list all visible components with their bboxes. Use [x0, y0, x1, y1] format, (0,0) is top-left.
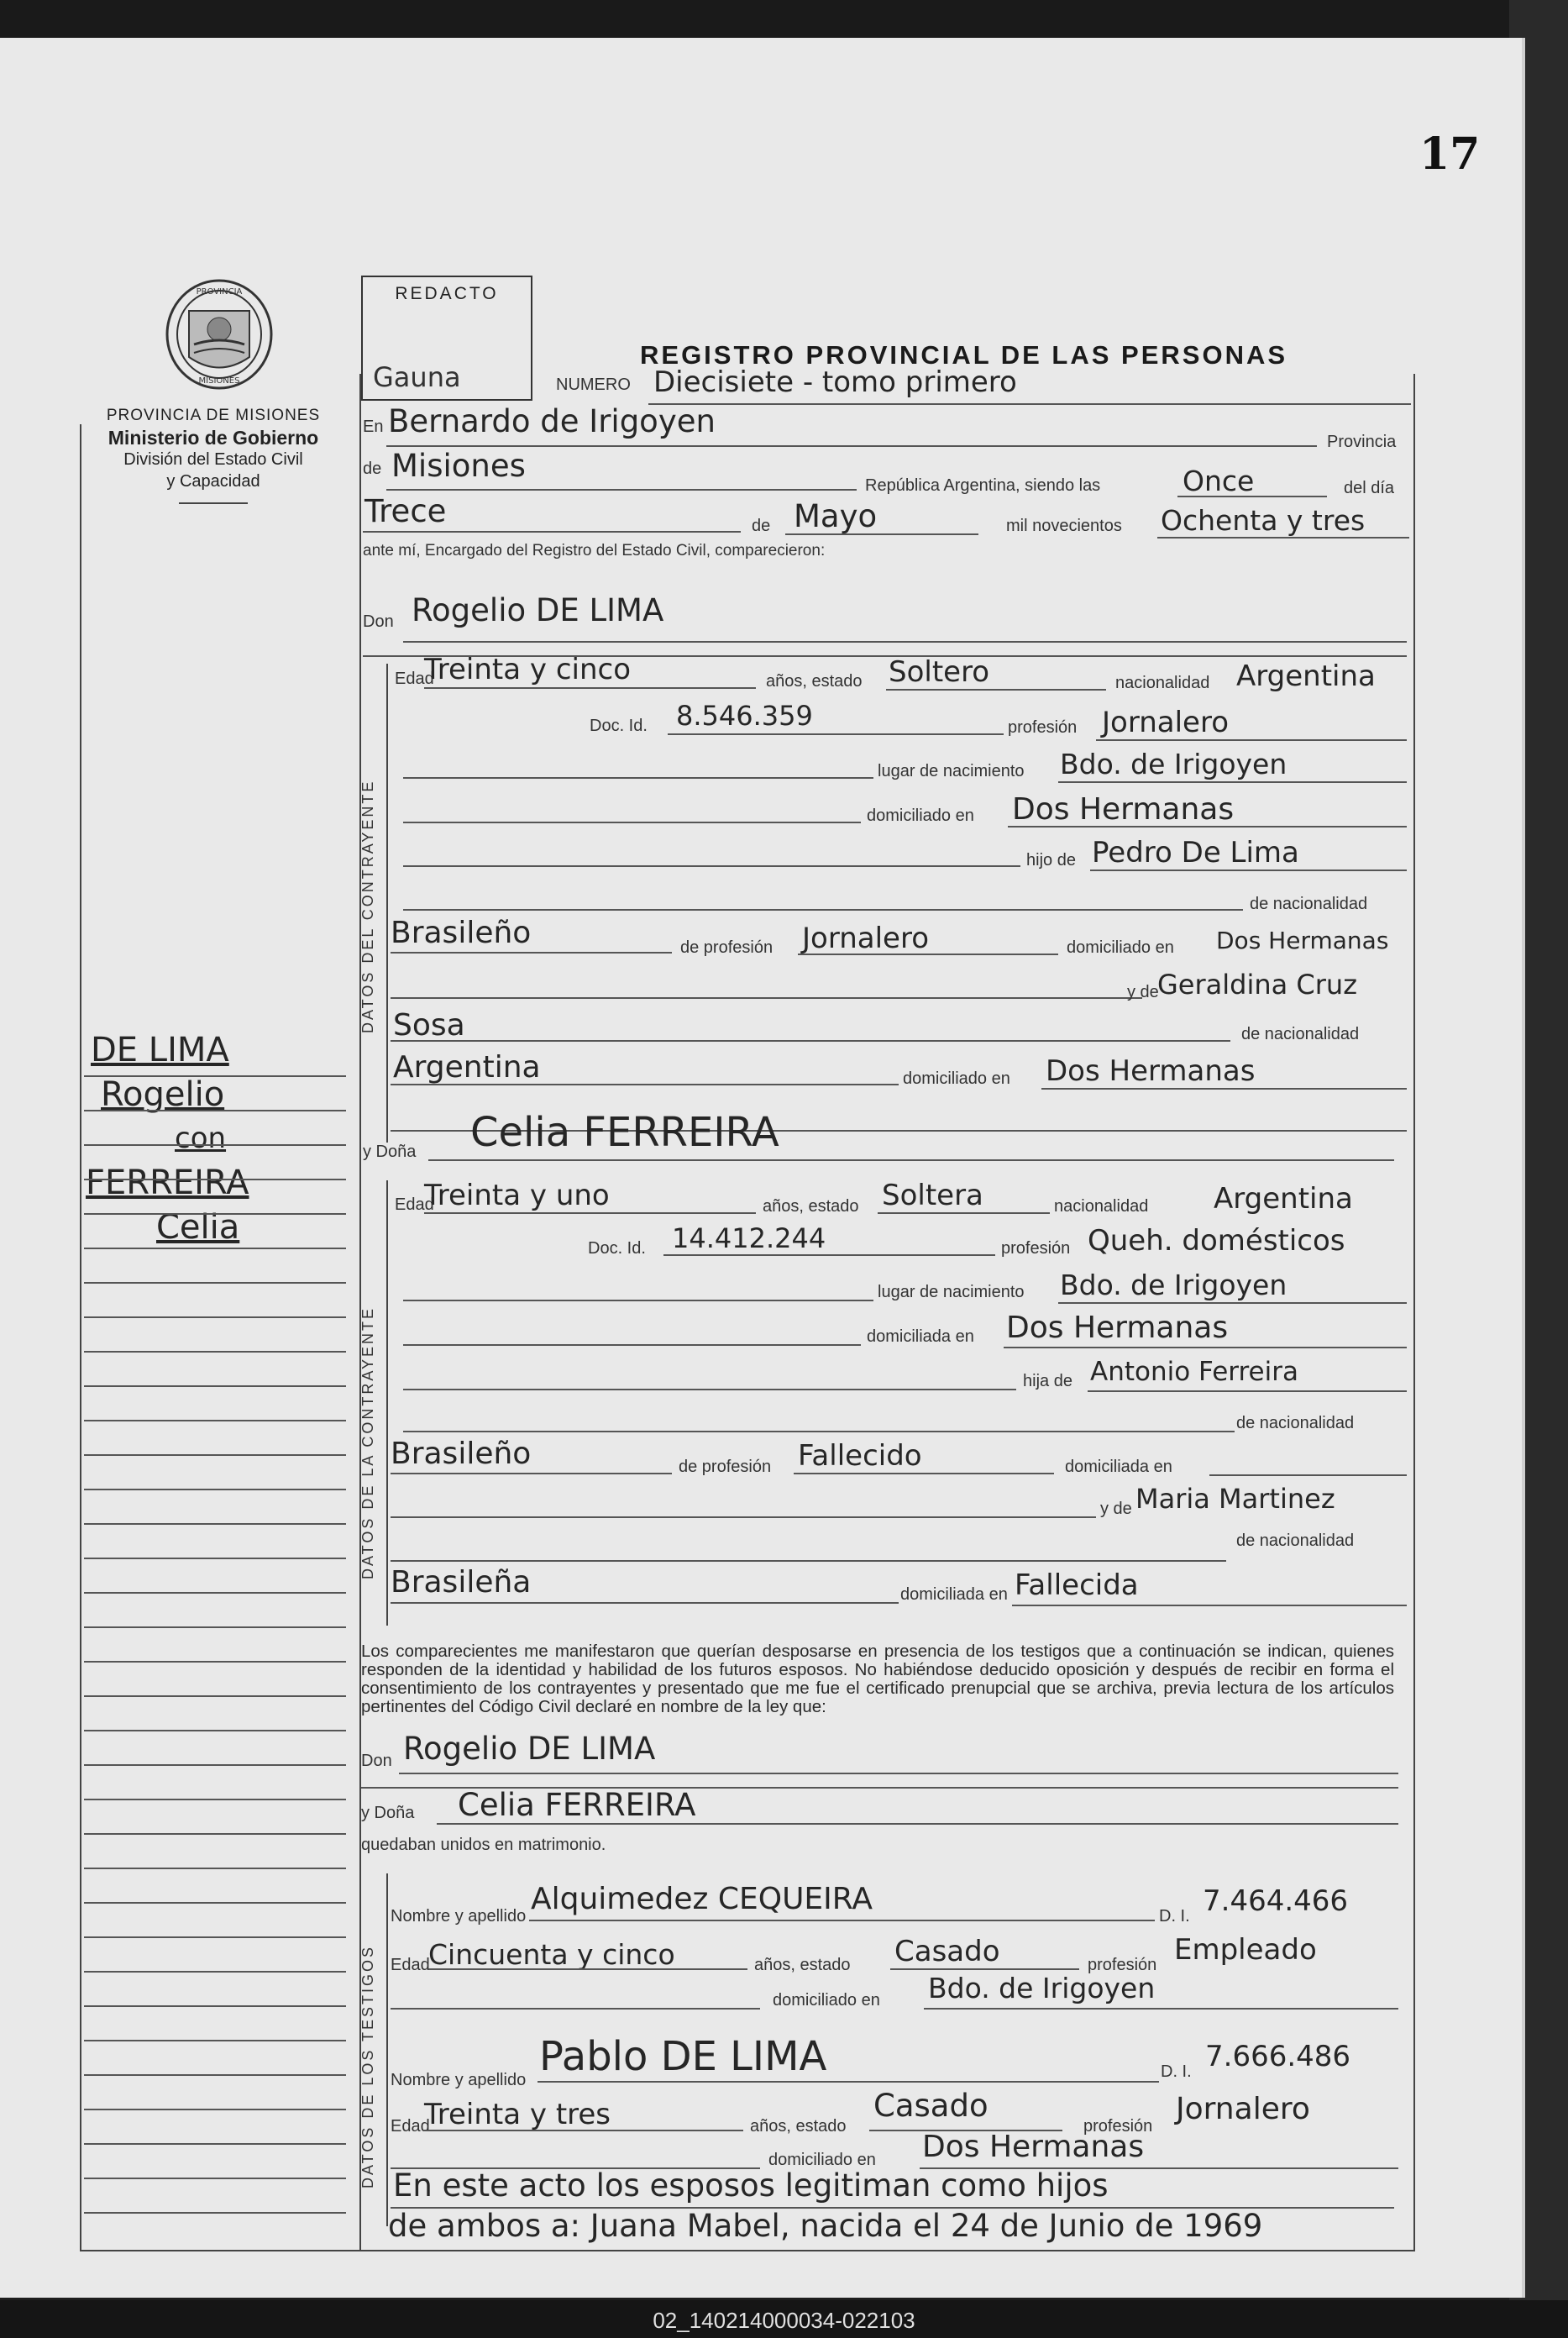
del-dia-label: del día	[1344, 479, 1395, 497]
bride-mother-dom-label: domiciliada en	[900, 1585, 1008, 1604]
bride-father-nat-line	[391, 1473, 672, 1474]
division-line-2: y Capacidad	[166, 472, 260, 491]
w1-estado-line	[890, 1968, 1079, 1970]
bride-mother-nationality: Brasileña	[391, 1565, 532, 1600]
hour-line	[1177, 496, 1327, 497]
groom-hijo-label: hijo de	[1026, 851, 1076, 870]
groom-name: Rogelio DE LIMA	[412, 592, 664, 628]
provincial-seal-icon	[164, 277, 275, 391]
w2-di-label: D. I.	[1161, 2062, 1192, 2081]
groom-doc-label: Doc. Id.	[590, 717, 648, 735]
margin-note-con: con	[175, 1122, 227, 1155]
closing-line-1: En este acto los esposos legitiman como hijos	[393, 2167, 1109, 2204]
w1-domicile-line	[924, 2008, 1398, 2010]
groom-mother-dom-label: domiciliado en	[903, 1069, 1010, 1088]
scan-filename: 02_140214000034-022103	[653, 2308, 915, 2333]
document-title: REGISTRO PROVINCIAL DE LAS PERSONAS	[640, 340, 1288, 370]
groom-bracket	[386, 664, 388, 1143]
w1-anos-label: años, estado	[754, 1956, 851, 1974]
margin-rule	[84, 1179, 346, 1180]
groom-father-profession: Jornalero	[802, 922, 929, 955]
groom-lugar-label: lugar de nacimiento	[878, 762, 1025, 780]
bride-father-profession: Fallecido	[798, 1439, 922, 1473]
numero-label: NUMERO	[556, 376, 631, 394]
w1-name: Alquimedez CEQUEIRA	[531, 1882, 873, 1916]
groom-mother-nat-line	[391, 1084, 899, 1085]
margin-note-surname-2: FERREIRA	[86, 1164, 249, 1202]
margin-rule	[84, 1420, 346, 1421]
de-label: de	[363, 460, 382, 478]
bride-domicile: Dos Hermanas	[1006, 1311, 1229, 1345]
groom-father: Pedro De Lima	[1092, 836, 1299, 870]
w2-age-line	[424, 2130, 743, 2131]
margin-rule	[84, 1902, 346, 1904]
bride-title-label: y Doña	[363, 1143, 417, 1161]
margin-rule	[84, 2212, 346, 2214]
margin-rule	[84, 1248, 346, 1249]
w2-edad-label: Edad	[391, 2117, 430, 2136]
groom-domicile: Dos Hermanas	[1012, 792, 1235, 827]
groom-age-line	[424, 687, 756, 689]
margin-note-firstname: Rogelio	[101, 1075, 225, 1114]
margin-rule	[84, 1971, 346, 1973]
document-page	[0, 38, 1525, 2298]
margin-rule	[84, 2178, 346, 2179]
bride-father-line	[1088, 1390, 1407, 1392]
bride-mother-domicile: Fallecida	[1015, 1568, 1139, 1602]
witness-section-label: DATOS DE LOS TESTIGOS	[359, 1944, 376, 2188]
margin-rule	[84, 1110, 346, 1111]
groom-de-prof-label: de profesión	[680, 938, 774, 957]
redacto-value: Gauna	[373, 361, 461, 393]
bride-line-f	[391, 1560, 1226, 1562]
numero-line	[648, 403, 1411, 405]
margin-rule	[84, 2040, 346, 2041]
w2-name: Pablo DE LIMA	[539, 2033, 827, 2080]
margin-rule	[84, 1351, 346, 1353]
bride-lugar-label: lugar de nacimiento	[878, 1283, 1025, 1301]
margin-rule	[84, 1316, 346, 1318]
w2-domicile: Dos Hermanas	[922, 2130, 1145, 2164]
divider	[179, 502, 248, 504]
groom-doc: 8.546.359	[676, 700, 813, 732]
groom-father-nat-line	[391, 952, 672, 954]
margin-rule	[84, 1523, 346, 1525]
margin-rule	[84, 1144, 346, 1146]
margin-left-border	[80, 424, 81, 2251]
statement-don-name: Rogelio DE LIMA	[403, 1731, 656, 1767]
ante-label: ante mí, Encargado del Registro del Estado Civil, comparecieron:	[363, 542, 826, 560]
groom-line-f	[391, 1040, 1230, 1042]
statement-don-line	[399, 1773, 1398, 1774]
margin-rule	[84, 2143, 346, 2145]
groom-mother-nationality: Argentina	[393, 1050, 541, 1085]
groom-line-c	[403, 865, 1020, 867]
margin-note-surname: DE LIMA	[91, 1031, 229, 1069]
bride-profesion-label: profesión	[1001, 1239, 1071, 1258]
bride-nac-label: nacionalidad	[1054, 1197, 1149, 1216]
groom-father-prof-line	[798, 954, 1058, 955]
margin-note-firstname-2: Celia	[156, 1208, 240, 1247]
margin-rule	[84, 1868, 346, 1869]
bride-doc-label: Doc. Id.	[588, 1239, 646, 1258]
bride-domicile-line	[1004, 1347, 1407, 1348]
w2-profession: Jornalero	[1176, 2092, 1310, 2126]
w1-profession: Empleado	[1174, 1933, 1317, 1967]
w2-age: Treinta y tres	[424, 2098, 611, 2131]
bride-line-b	[403, 1344, 861, 1346]
margin-rule	[84, 1695, 346, 1697]
groom-y-de-label: y de	[1127, 983, 1159, 1001]
bride-mother-dom-line	[1012, 1605, 1407, 1606]
bottom-border	[80, 2250, 1415, 2251]
bride-de-prof-label: de profesión	[679, 1458, 772, 1476]
groom-nac-label: nacionalidad	[1115, 674, 1210, 692]
margin-rule	[84, 1075, 346, 1077]
w1-nombre-label: Nombre y apellido	[391, 1907, 527, 1926]
groom-profesion-label: profesión	[1008, 718, 1078, 737]
seal-bottom-text: MISIONES	[198, 376, 240, 386]
margin-rule	[84, 1385, 346, 1387]
groom-father-line	[1090, 870, 1407, 871]
main-right-border	[1413, 374, 1415, 2251]
groom-name-line	[403, 641, 1407, 643]
margin-rule	[84, 2005, 346, 2007]
groom-domicile-line	[1008, 826, 1407, 827]
w1-domicile: Bdo. de Irigoyen	[928, 1972, 1156, 2004]
margin-rule	[84, 1661, 346, 1663]
bride-estado-line	[878, 1212, 1050, 1214]
bride-father: Antonio Ferreira	[1090, 1357, 1298, 1387]
bride-birthplace-line	[1058, 1302, 1407, 1304]
groom-doc-line	[668, 733, 1004, 735]
w2-dom-label: domiciliado en	[768, 2151, 876, 2169]
bride-age: Treinta y uno	[424, 1179, 610, 1212]
statement-quedaban: quedaban unidos en matrimonio.	[361, 1836, 606, 1854]
bride-age-line	[424, 1212, 756, 1214]
closing-line-2: de ambos a: Juana Mabel, nacida el 24 de Junio de 1969	[388, 2208, 1263, 2244]
w1-age: Cincuenta y cinco	[428, 1938, 675, 1971]
w2-profesion-label: profesión	[1083, 2117, 1153, 2136]
de-mes-label: de	[752, 517, 771, 535]
bride-name-line	[428, 1159, 1394, 1161]
groom-birthplace: Bdo. de Irigoyen	[1060, 748, 1287, 780]
mil-label: mil novecientos	[1006, 517, 1122, 535]
statement-dona-line	[437, 1823, 1398, 1825]
groom-line-d	[403, 909, 1243, 911]
day-value: Trece	[364, 493, 447, 529]
redacto-label: REDACTO	[395, 284, 499, 303]
groom-profession: Jornalero	[1102, 706, 1229, 739]
margin-rule	[84, 1730, 346, 1731]
w2-name-line	[538, 2081, 1159, 2083]
ministry-name: Ministerio de Gobierno	[108, 427, 319, 449]
groom-father-nationality: Brasileño	[391, 916, 532, 950]
margin-rule	[84, 1454, 346, 1456]
bride-doc: 14.412.244	[672, 1222, 826, 1254]
groom-birthplace-line	[1058, 781, 1407, 783]
w1-line-a	[391, 2008, 760, 2010]
margin-rule	[84, 1558, 346, 1559]
bride-father-prof-line	[794, 1473, 1054, 1474]
w2-estado: Casado	[873, 2088, 989, 2124]
groom-line-a	[403, 777, 873, 779]
w1-estado: Casado	[894, 1935, 1000, 1968]
bride-mother-nat-line	[391, 1602, 899, 1604]
year-line	[1157, 537, 1409, 539]
province-line	[386, 489, 857, 491]
bride-line-a	[403, 1300, 873, 1301]
w1-name-line	[529, 1920, 1155, 1921]
day-line	[363, 531, 741, 533]
groom-mother-domicile: Dos Hermanas	[1046, 1054, 1256, 1088]
margin-rule	[84, 1489, 346, 1490]
groom-de-nac-label: de nacionalidad	[1250, 895, 1368, 913]
division-line-1: División del Estado Civil	[123, 450, 303, 469]
bride-line-d	[403, 1431, 1235, 1432]
bride-section-label: DATOS DE LA CONTRAYENTE	[359, 1306, 376, 1579]
margin-rule	[84, 1213, 346, 1215]
scan-top-edge	[0, 0, 1568, 38]
seal-top-text: PROVINCIA	[196, 287, 243, 297]
bride-line-e	[391, 1516, 1096, 1518]
groom-father-domicile: Dos Hermanas	[1216, 927, 1389, 954]
bride-nationality: Argentina	[1214, 1182, 1353, 1216]
province-name: PROVINCIA DE MISIONES	[106, 407, 321, 424]
margin-rule	[84, 1799, 346, 1800]
groom-edad-label: Edad	[395, 670, 434, 688]
groom-section-label: DATOS DEL CONTRAYENTE	[359, 779, 376, 1033]
w1-dom-label: domiciliado en	[773, 1991, 880, 2010]
bride-father-dom-line	[1209, 1474, 1407, 1476]
w1-age-line	[428, 1968, 747, 1970]
groom-title-label: Don	[363, 612, 394, 631]
year-value: Ochenta y tres	[1161, 504, 1366, 537]
groom-mother: Geraldina Cruz	[1157, 969, 1357, 1001]
groom-age: Treinta y cinco	[424, 653, 632, 686]
groom-mother-de-nac-label: de nacionalidad	[1241, 1025, 1360, 1043]
w1-di: 7.464.466	[1203, 1884, 1349, 1918]
place-value: Bernardo de Irigoyen	[388, 403, 716, 439]
statement-don-label: Don	[361, 1752, 392, 1770]
margin-rule	[84, 2109, 346, 2110]
issuing-authority	[80, 405, 347, 504]
groom-nationality: Argentina	[1236, 659, 1376, 693]
groom-estado-line	[886, 689, 1106, 691]
bride-y-de-label: y de	[1100, 1500, 1132, 1518]
groom-estado: Soltero	[889, 655, 990, 689]
groom-father-dom-label: domiciliado en	[1067, 938, 1174, 957]
bride-de-nac-label: de nacionalidad	[1236, 1414, 1355, 1432]
place-line	[386, 445, 1317, 447]
bride-edad-label: Edad	[395, 1195, 434, 1214]
statement-text: Los comparecientes me manifestaron que querían desposarse en presencia de los testigos que a continuación se indican, quienes responden de la identidad y habilidad de los futuros esposos. No habiéndose deducido oposición y después de recibir en forma el consentimiento de los contrayentes y presentado que me fue el certificado prenupcial que se archiva, previa lectura de los artículos pertinentes del Código Civil declaré en nombre de la ley que:	[361, 1642, 1394, 1716]
bride-mother: Maria Martinez	[1135, 1483, 1335, 1515]
month-value: Mayo	[794, 498, 878, 534]
groom-anos-label: años, estado	[766, 672, 863, 691]
bride-hija-label: hija de	[1023, 1372, 1072, 1390]
groom-line-e	[391, 997, 1142, 999]
w2-anos-label: años, estado	[750, 2117, 847, 2136]
w1-profesion-label: profesión	[1088, 1956, 1157, 1974]
margin-rule	[84, 2074, 346, 2076]
bride-bracket	[386, 1180, 388, 1626]
w1-edad-label: Edad	[391, 1956, 430, 1974]
bride-estado: Soltera	[882, 1179, 983, 1212]
w2-di: 7.666.486	[1205, 2040, 1351, 2073]
groom-profession-line	[1096, 739, 1407, 741]
w2-nombre-label: Nombre y apellido	[391, 2071, 527, 2089]
bride-name: Celia FERREIRA	[470, 1109, 779, 1156]
redacto-box	[361, 276, 532, 401]
margin-rule	[84, 1592, 346, 1594]
margin-rule	[84, 1833, 346, 1835]
groom-mother-2: Sosa	[393, 1008, 465, 1043]
margin-rule	[84, 1936, 346, 1938]
statement-dona-name: Celia FERREIRA	[458, 1787, 696, 1823]
bride-dom-label: domiciliada en	[867, 1327, 974, 1346]
groom-dom-label: domiciliado en	[867, 806, 974, 825]
month-line	[785, 533, 978, 535]
republica-label: República Argentina, siendo las	[865, 476, 1101, 495]
bride-doc-line	[663, 1254, 995, 1256]
province-value: Misiones	[391, 448, 526, 484]
bride-profession: Queh. domésticos	[1088, 1224, 1345, 1258]
en-label: En	[363, 418, 384, 436]
numero-value: Diecisiete - tomo primero	[653, 365, 1017, 399]
page-number: 17	[1419, 129, 1481, 180]
provincia-label: Provincia	[1327, 433, 1397, 451]
statement-dona-label: y Doña	[361, 1804, 415, 1822]
witness-bracket	[386, 1873, 388, 2226]
bride-birthplace: Bdo. de Irigoyen	[1060, 1269, 1287, 1301]
w1-di-label: D. I.	[1159, 1907, 1190, 1926]
groom-mother-dom-line	[1041, 1088, 1407, 1090]
groom-line-b	[403, 822, 861, 823]
margin-rule	[84, 1282, 346, 1284]
bride-anos-label: años, estado	[763, 1197, 859, 1216]
margin-rule	[84, 1626, 346, 1628]
margin-rule	[84, 1764, 346, 1766]
bride-mother-de-nac-label: de nacionalidad	[1236, 1532, 1355, 1550]
bride-line-c	[403, 1389, 1016, 1390]
bride-father-nationality: Brasileño	[391, 1437, 532, 1471]
hour-value: Once	[1183, 465, 1255, 497]
bride-father-dom-label: domiciliada en	[1065, 1458, 1172, 1476]
